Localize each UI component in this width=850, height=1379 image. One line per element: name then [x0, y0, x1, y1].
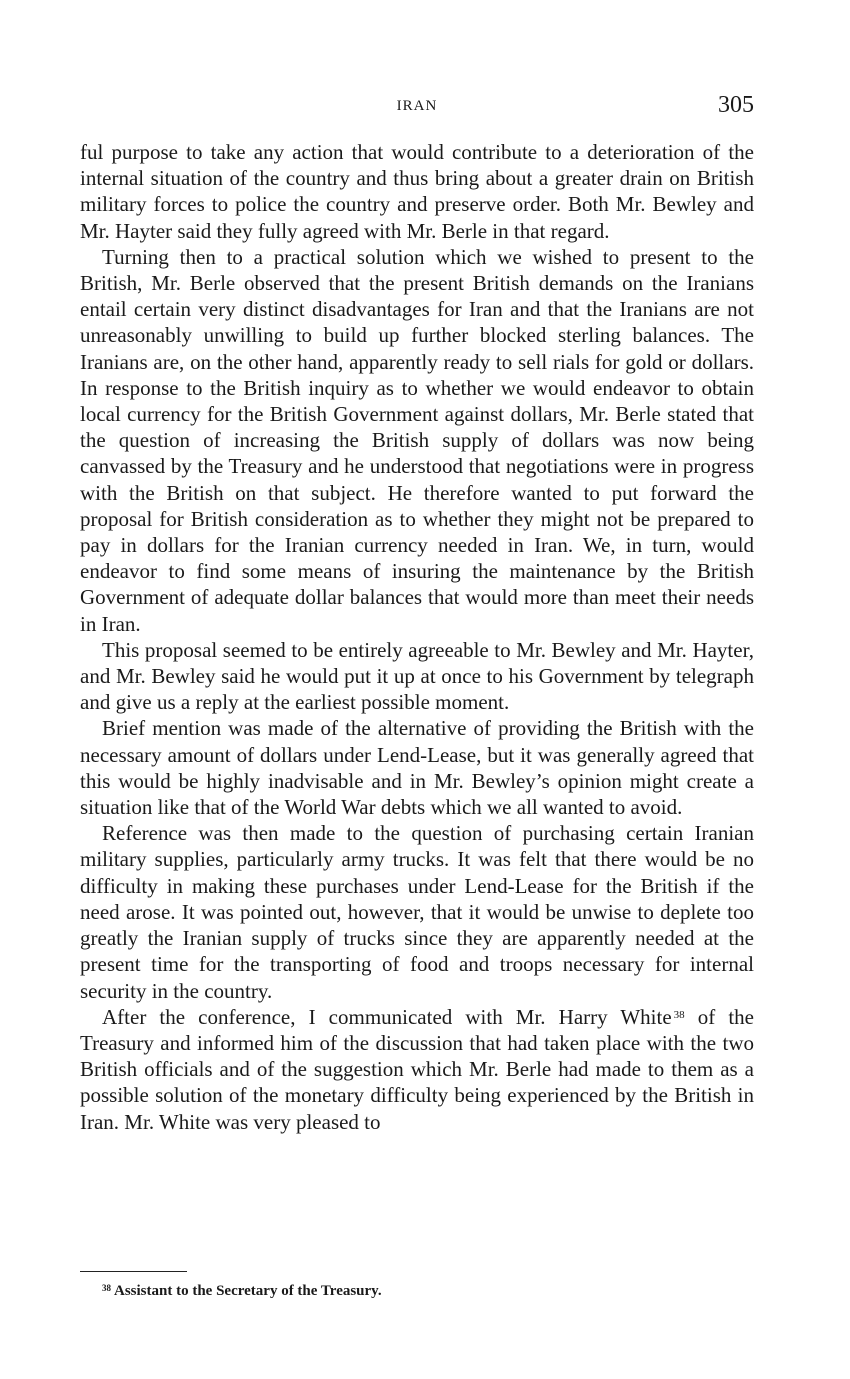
- page-number: 305: [718, 92, 754, 118]
- footnote-text: Assistant to the Secretary of the Treasury.: [114, 1283, 382, 1299]
- paragraph-6-end: of the Treasury and informed him of the discussion that had taken place with the two British officials and of the suggestion which Mr. Berle had made to them as a possible solution of the monetary difficulty being experienced by the British in Iran. Mr. White was very pleased to: [80, 1004, 754, 1134]
- paragraph-3: This proposal seemed to be entirely agreeable to Mr. Bewley and Mr. Hayter, and Mr. Bewley said he would put it up at once to his Government by telegraph and give us a reply at the earliest possible moment.: [80, 637, 754, 715]
- footnote-marker: 38: [102, 1283, 111, 1293]
- footnote: [102, 1283, 382, 1300]
- footnote-reference: 38: [673, 1008, 685, 1021]
- footnote-divider: [80, 1271, 187, 1272]
- paragraph-4: Brief mention was made of the alternative of providing the British with the necessary amount of dollars under Lend-Lease, but it was generally agreed that this would be highly inadvisable and in Mr. Bewley’s opinion might create a situation like that of the World War debts which we all wanted to avoid.: [80, 716, 754, 820]
- paragraph-6: [80, 1004, 754, 1135]
- running-head: IRAN: [396, 98, 438, 114]
- paragraph-5: Reference was then made to the question of purchasing certain Iranian military supplies, particularly army trucks. It was felt that there would be no difficulty in making these purchases under Lend-Lease for the British if the need arose. It was pointed out, however, that it would be unwise to deplete too greatly the Iranian supply of trucks since they are apparently needed at the present time for the transporting of food and troops necessary for internal security in the country.: [80, 821, 754, 1003]
- body-text: [80, 139, 754, 1135]
- paragraph-1: ful purpose to take any action that would contribute to a deterioration of the internal situation of the country and thus bring about a greater drain on British military forces to police the country and preserve order. Both Mr. Bewley and Mr. Hayter said they fully agreed with Mr. Berle in that regard.: [80, 140, 754, 243]
- page-header: [80, 92, 754, 122]
- paragraph-6-start: After the conference, I communicated with Mr. Harry White: [102, 1004, 672, 1029]
- paragraph-2: Turning then to a practical solution which we wished to present to the British, Mr. Berle observed that the present British demands on the Iranians entail certain very distinct disadvantages for Iran and that the Iranians are not unreasonably unwilling to build up further blocked sterling balances. The Iranians are, on the other hand, apparently ready to sell rials for gold or dollars. In response to the British inquiry as to whether we would endeavor to obtain local currency for the British Government against dollars, Mr. Berle stated that the question of increasing the British supply of dollars was now being canvassed by the Treasury and he understood that negotiations were in progress with the British on that subject. He therefore wanted to put forward the proposal for British consideration as to whether they might not be prepared to pay in dollars for the Iranian currency needed in Iran. We, in turn, would endeavor to find some means of insuring the maintenance by the British Government of adequate dollar balances that would more than meet their needs in Iran.: [80, 244, 754, 636]
